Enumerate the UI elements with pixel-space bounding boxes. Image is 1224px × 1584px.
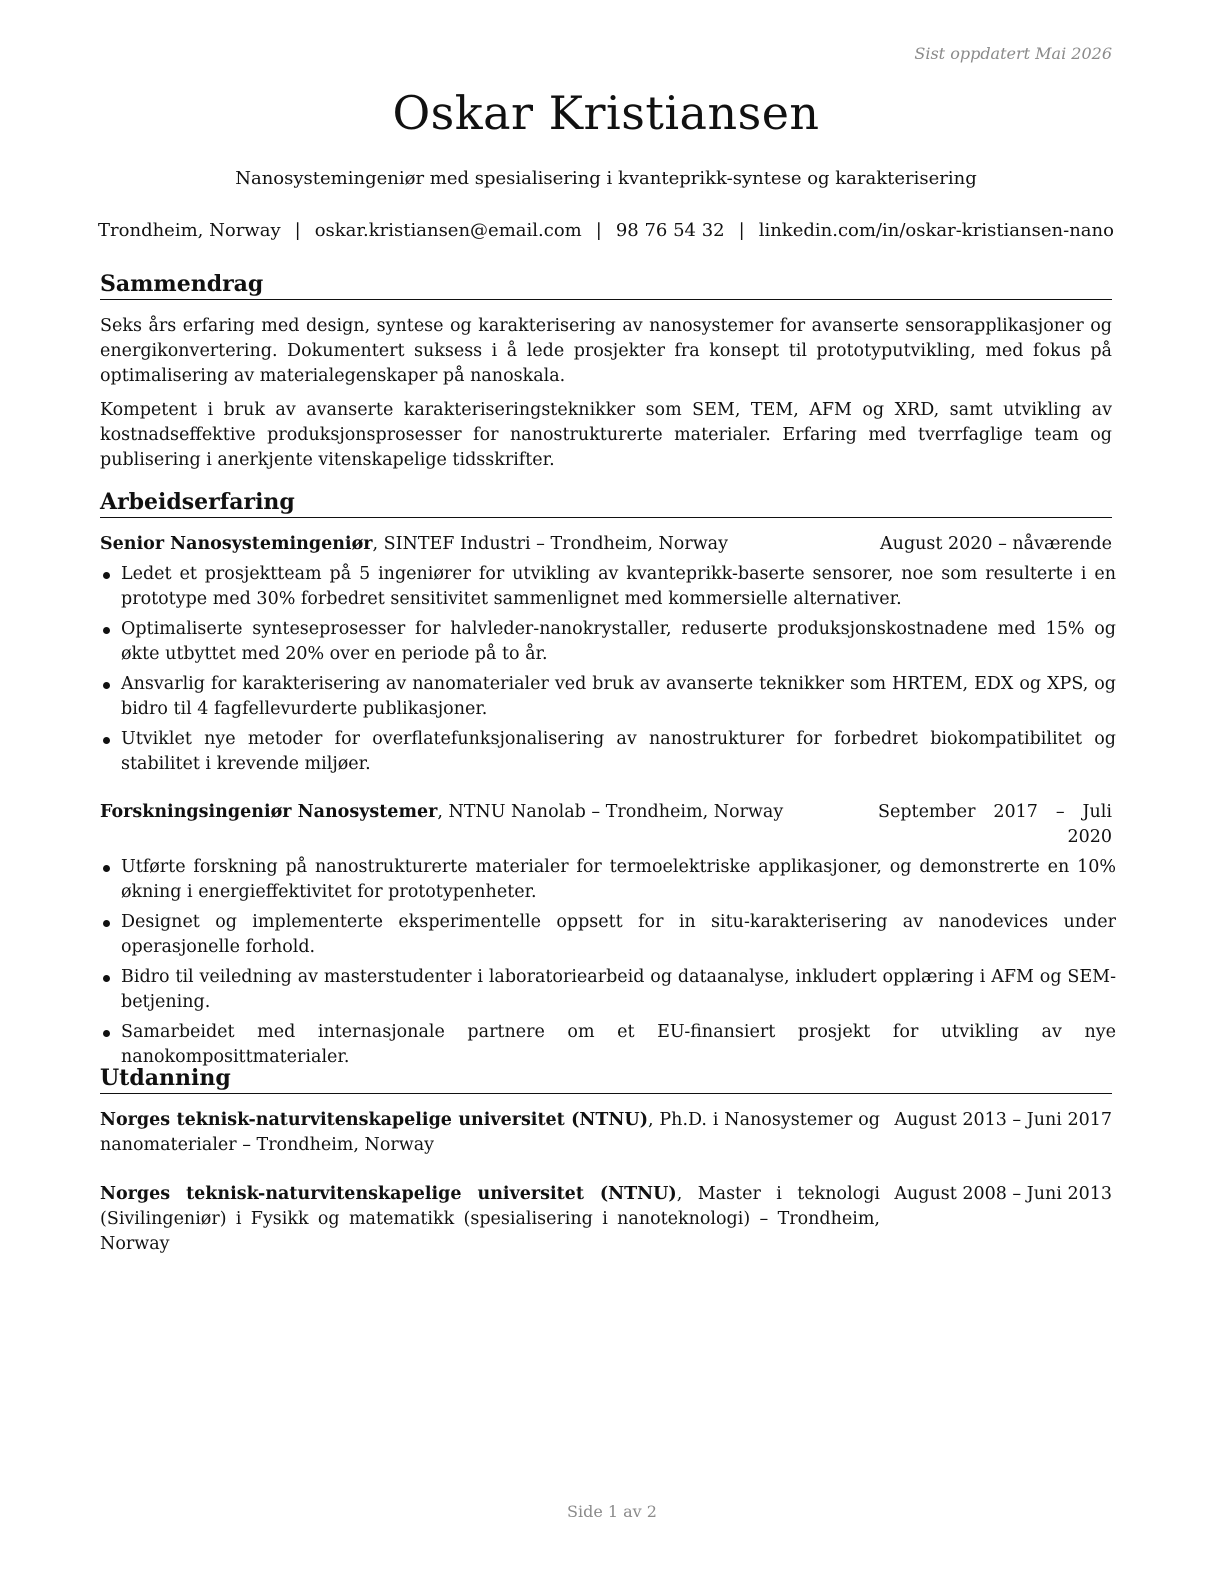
bullet-icon xyxy=(103,572,110,579)
education-entry xyxy=(100,1108,1112,1158)
bullet-text: Optimaliserte synteseprosesser for halvleder-nanokrystaller, reduserte produksjonskostnadene med 15% og økte utbyttet med 20% over en periode på to år. xyxy=(121,619,1116,664)
last-updated: Sist oppdatert Mai 2026 xyxy=(914,44,1112,63)
list-item xyxy=(100,672,1116,722)
tagline: Nanosystemingeniør med spesialisering i kvanteprikk-syntese og karakterisering xyxy=(235,168,977,189)
bullet-text: Utførte forskning på nanostrukturerte materialer for termoelektriske applikasjoner, og demonstrerte en 10% økning i energieffektivitet for prototypenheter. xyxy=(121,857,1116,902)
contact-location: Trondheim, Norway xyxy=(98,220,281,241)
list-item xyxy=(100,965,1116,1015)
bullet-text: Designet og implementerte eksperimentelle oppsett for in situ-karakterisering av nanodevices under operasjonelle forhold. xyxy=(121,912,1116,957)
section-heading-experience: Arbeidserfaring xyxy=(100,488,1112,518)
list-item xyxy=(100,1020,1116,1070)
contact-separator: | xyxy=(595,220,602,241)
education-dates: August 2013 – Juni 2017 xyxy=(894,1110,1112,1130)
job-dates: September 2017 – Juli 2020 xyxy=(878,802,1112,847)
job-header xyxy=(100,532,1112,557)
bullet-text: Utviklet nye metoder for overflatefunksjonalisering av nanostrukturer for forbedret biokompatibilitet og stabilitet i krevende miljøer. xyxy=(121,729,1116,774)
bullet-text: Samarbeidet med internasjonale partnere om et EU-finansiert prosjekt for utvikling av nye nanokomposittmaterialer. xyxy=(121,1022,1116,1067)
bullet-icon xyxy=(103,737,110,744)
bullet-icon xyxy=(103,1030,110,1037)
education-school: Norges teknisk-naturvitenskapelige universitet (NTNU) xyxy=(100,1110,648,1130)
list-item xyxy=(100,855,1116,905)
contact-separator: | xyxy=(738,220,745,241)
education-entry xyxy=(100,1182,1112,1257)
job-org: , NTNU Nanolab – Trondheim, Norway xyxy=(437,802,784,822)
job-dates: August 2020 – nåværende xyxy=(880,534,1112,554)
section-heading-education: Utdanning xyxy=(100,1064,1112,1094)
bullet-icon xyxy=(103,975,110,982)
education-school: Norges teknisk-naturvitenskapelige universitet (NTNU) xyxy=(100,1184,677,1204)
list-item xyxy=(100,910,1116,960)
education-dates: August 2008 – Juni 2013 xyxy=(894,1184,1112,1204)
bullet-text: Ansvarlig for karakterisering av nanomaterialer ved bruk av avanserte teknikker som HRTEM, EDX og XPS, og bidro til 4 fagfellevurderte publikasjoner. xyxy=(121,674,1116,719)
job-title: Senior Nanosystemingeniør xyxy=(100,534,373,554)
bullet-icon xyxy=(103,865,110,872)
bullet-text: Bidro til veiledning av masterstudenter i laboratoriearbeid og dataanalyse, inkludert opplæring i AFM og SEM-betjening. xyxy=(121,967,1116,1012)
education-description xyxy=(100,1182,880,1257)
education-detail: , Master i teknologi (Sivilingeniør) i Fysikk og matematikk (spesialisering i nanoteknologi) – Trondheim, Norway xyxy=(100,1184,881,1254)
bullet-icon xyxy=(103,682,110,689)
list-item xyxy=(100,562,1116,612)
bullet-icon xyxy=(103,627,110,634)
contact-email[interactable]: oskar.kristiansen@email.com xyxy=(314,220,582,241)
contact-separator: | xyxy=(294,220,301,241)
section-heading-summary: Sammendrag xyxy=(100,270,1112,300)
bullet-icon xyxy=(103,920,110,927)
contact-linkedin[interactable]: linkedin.com/in/oskar-kristiansen-nano xyxy=(758,220,1114,241)
candidate-name: Oskar Kristiansen xyxy=(392,86,820,140)
job-title: Forskningsingeniør Nanosystemer xyxy=(100,802,438,822)
education-detail: , Ph.D. i Nanosystemer og nanomaterialer – Trondheim, Norway xyxy=(100,1110,880,1155)
job-bullets xyxy=(100,855,1116,1075)
education-description xyxy=(100,1108,880,1158)
job-bullets xyxy=(100,562,1116,782)
summary-paragraph: Kompetent i bruk av avanserte karakteriseringsteknikker som SEM, TEM, AFM og XRD, samt utvikling av kostnadseffektive produksjonsprosesser for nanostrukturerte materialer. Erfaring med tverrfaglige team og publisering i anerkjente vitenskapelige tidsskrifter. xyxy=(100,400,1112,470)
summary-paragraph: Seks års erfaring med design, syntese og karakterisering av nanosystemer for avanserte sensorapplikasjoner og energikonvertering. Dokumentert suksess i å lede prosjekter fra konsept til prototyputvikling, med fokus på optimalisering av materialegenskaper på nanoskala. xyxy=(100,316,1112,386)
page-number: Side 1 av 2 xyxy=(567,1502,657,1521)
contact-line xyxy=(80,220,1132,241)
contact-phone: 98 76 54 32 xyxy=(615,220,725,241)
list-item xyxy=(100,727,1116,777)
job-header xyxy=(100,800,1112,847)
bullet-text: Ledet et prosjektteam på 5 ingeniører for utvikling av kvanteprikk-baserte sensorer, noe som resulterte i en prototype med 30% forbedret sensitivitet sammenlignet med kommersielle alternativer. xyxy=(121,564,1116,609)
list-item xyxy=(100,617,1116,667)
job-org: , SINTEF Industri – Trondheim, Norway xyxy=(372,534,728,554)
